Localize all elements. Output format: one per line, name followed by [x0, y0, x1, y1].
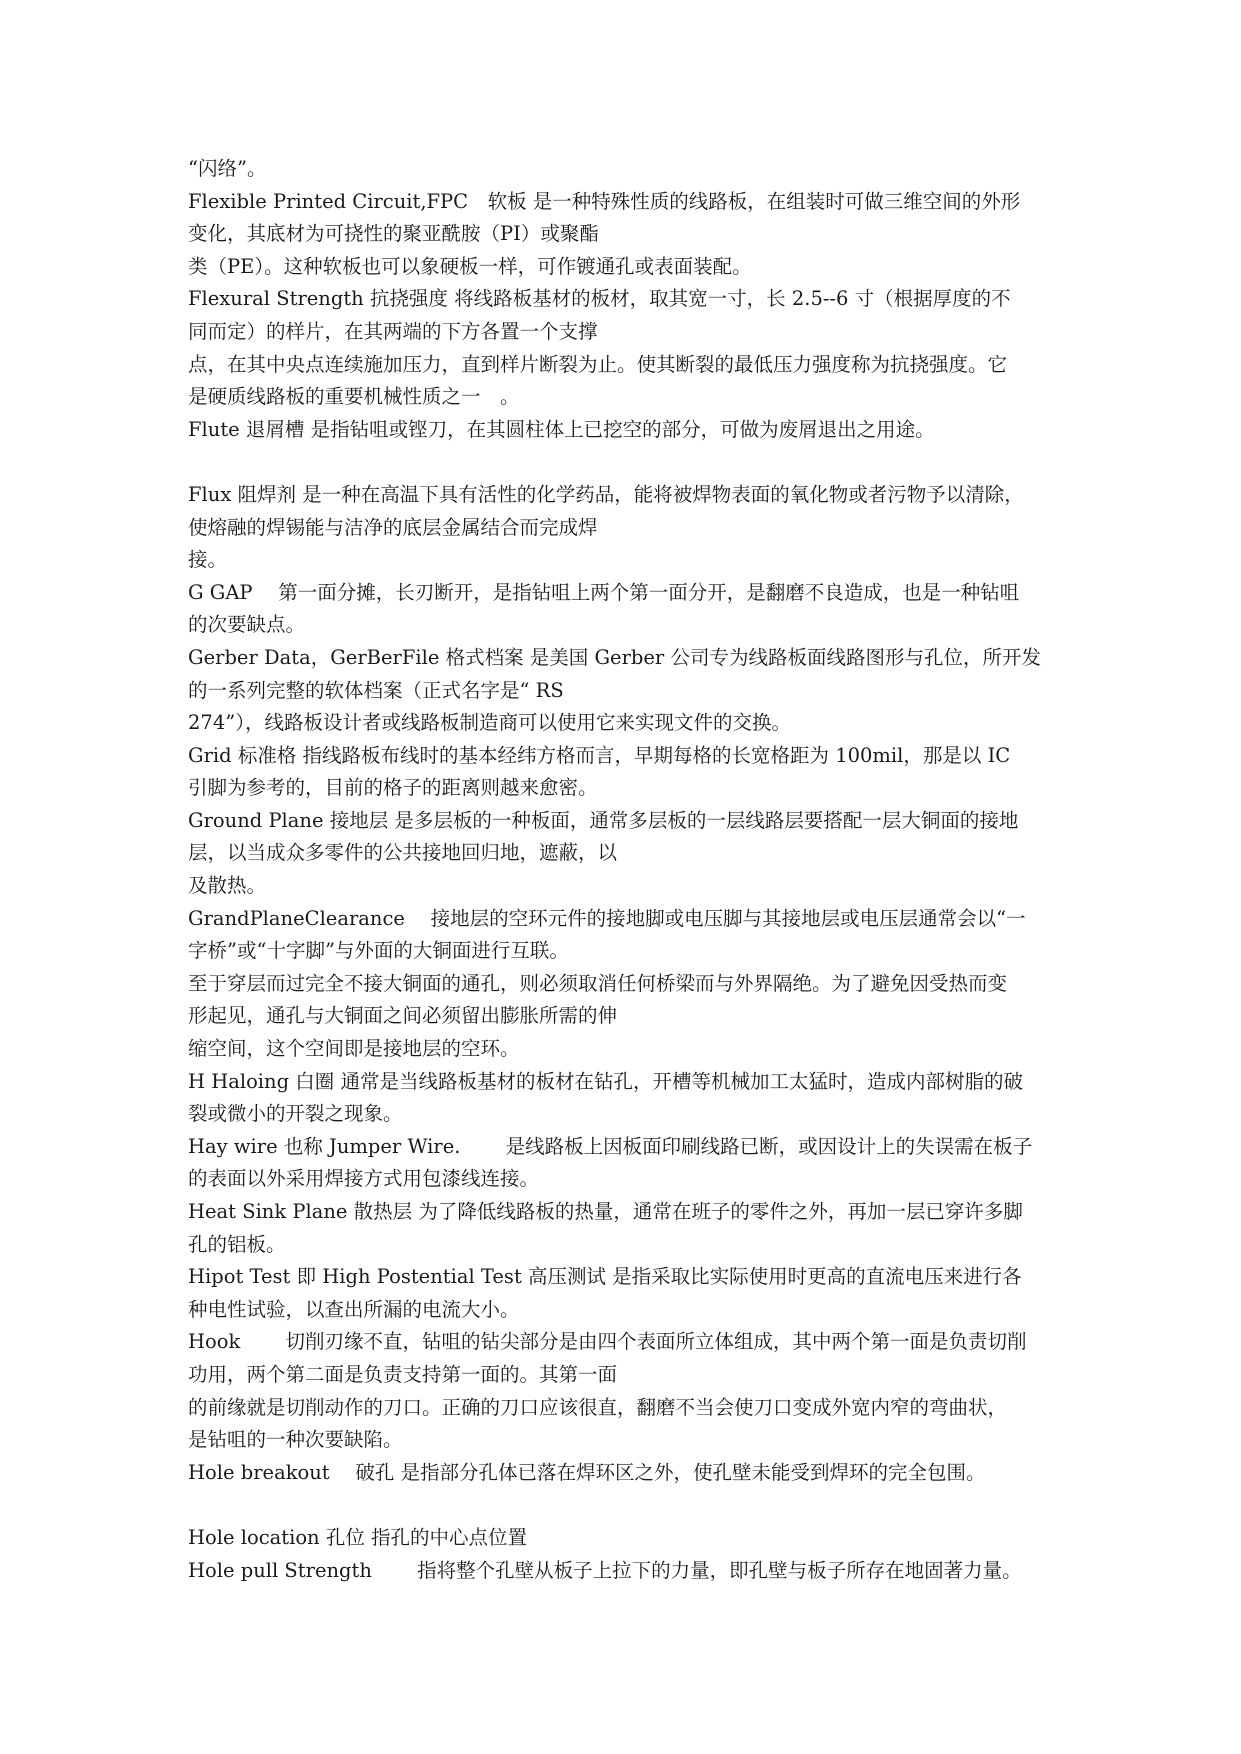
- text-line: 类（PE）。这种软板也可以象硬板一样，可作镀通孔或表面装配。: [188, 254, 752, 278]
- text-line: H Haloing 白圈 通常是当线路板基材的板材在钻孔，开槽等机械加工太猛时，造成内部树脂的破: [188, 1069, 1023, 1093]
- text-line: 种电性试验，以查出所漏的电流大小。: [188, 1297, 520, 1321]
- text-line: 的表面以外采用焊接方式用包漆线连接。: [188, 1167, 540, 1191]
- text-line: Hole location 孔位 指孔的中心点位置: [188, 1525, 528, 1549]
- text-line: 字桥”或“十字脚”与外面的大铜面进行互联。: [188, 939, 569, 963]
- paragraph-gap: [188, 1489, 1073, 1522]
- text-line: Flexible Printed Circuit,FPC 软板 是一种特殊性质的线路板，在组装时可做三维空间的外形: [188, 189, 1021, 213]
- text-line: Flux 阻焊剂 是一种在高温下具有活性的化学药品，能将被焊物表面的氧化物或者污物予以清除，: [188, 482, 1024, 506]
- text-line: Hole pull Strength 指将整个孔壁从板子上拉下的力量，即孔壁与板子所存在地固著力量。: [188, 1558, 1022, 1582]
- text-line: Hole breakout 破孔 是指部分孔体已落在焊环区之外，使孔壁未能受到焊环的完全包围。: [188, 1460, 986, 1484]
- text-line: 功用，两个第二面是负责支持第一面的。其第一面: [188, 1362, 618, 1386]
- text-line: GrandPlaneClearance 接地层的空环元件的接地脚或电压脚与其接地层或电压层通常会以“一: [188, 906, 1026, 930]
- text-line: 变化，其底材为可挠性的聚亚酰胺（PI）或聚酯: [188, 222, 599, 246]
- text-line: 使熔融的焊锡能与洁净的底层金属结合而完成焊: [188, 515, 598, 539]
- text-line: 及散热。: [188, 874, 267, 898]
- text-line: 的前缘就是切削动作的刀口。正确的刀口应该很直，翻磨不当会使刀口变成外宽内窄的弯曲状，: [188, 1395, 1008, 1419]
- text-line: 同而定）的样片，在其两端的下方各置一个支撑: [188, 319, 598, 343]
- text-line: 接。: [188, 548, 228, 572]
- text-line: 缩空间，这个空间即是接地层的空环。: [188, 1037, 520, 1061]
- text-line: Ground Plane 接地层 是多层板的一种板面，通常多层板的一层线路层要搭配一层大铜面的接地: [188, 808, 1019, 832]
- text-line: 孔的铝板。: [188, 1232, 286, 1256]
- text-line: 的次要缺点。: [188, 613, 306, 637]
- text-line: 层，以当成众多零件的公共接地回归地，遮蔽，以: [188, 841, 618, 865]
- paragraph-gap: [188, 446, 1073, 479]
- text-line: 引脚为参考的，目前的格子的距离则越来愈密。: [188, 776, 598, 800]
- text-line: 裂或微小的开裂之现象。: [188, 1102, 403, 1126]
- text-line: 至于穿层而过完全不接大铜面的通孔，则必须取消任何桥梁而与外界隔绝。为了避免因受热而变: [188, 971, 1008, 995]
- text-line: Hipot Test 即 High Postential Test 高压测试 是指采取比实际使用时更高的直流电压来进行各: [188, 1265, 1022, 1289]
- text-line: Flute 退屑槽 是指钻咀或铿刀，在其圆柱体上已挖空的部分，可做为废屑退出之用途。: [188, 417, 935, 441]
- text-line: Hook 切削刃缘不直，钻咀的钻尖部分是由四个表面所立体组成，其中两个第一面是负责切削: [188, 1330, 1027, 1354]
- text-line: G GAP 第一面分摊，长刃断开，是指钻咀上两个第一面分开，是翻磨不良造成，也是一种钻咀: [188, 580, 1020, 604]
- text-line: 形起见，通孔与大铜面之间必须留出膨胀所需的伸: [188, 1004, 618, 1028]
- text-line: “闪络”。: [188, 157, 267, 180]
- text-line: Grid 标准格 指线路板布线时的基本经纬方格而言，早期每格的长宽格距为 100mil，那是以 IC: [188, 743, 1011, 767]
- document-body: [188, 153, 1073, 1587]
- text-line: 是硬质线路板的重要机械性质之一 。: [188, 385, 520, 409]
- text-line: 的一系列完整的软体档案（正式名字是“ RS: [188, 678, 564, 702]
- text-line: 点，在其中央点连续施加压力，直到样片断裂为止。使其断裂的最低压力强度称为抗挠强度。它: [188, 352, 1008, 376]
- text-line: Heat Sink Plane 散热层 为了降低线路板的热量，通常在班子的零件之外，再加一层已穿许多脚: [188, 1200, 1023, 1223]
- text-line: 是钻咀的一种次要缺陷。: [188, 1428, 403, 1452]
- text-line: Flexural Strength 抗挠强度 将线路板基材的板材，取其宽一寸，长 2.5--6 寸（根据厚度的不: [188, 287, 1011, 311]
- text-line: Gerber Data，GerBerFile 格式档案 是美国 Gerber 公司专为线路板面线路图形与孔位，所开发: [188, 645, 1041, 669]
- text-line: Hay wire 也称 Jumper Wire. 是线路板上因板面印刷线路已断，或因设计上的失误需在板子: [188, 1134, 1033, 1158]
- text-line: 274”），线路板设计者或线路板制造商可以使用它来实现文件的交换。: [188, 711, 791, 735]
